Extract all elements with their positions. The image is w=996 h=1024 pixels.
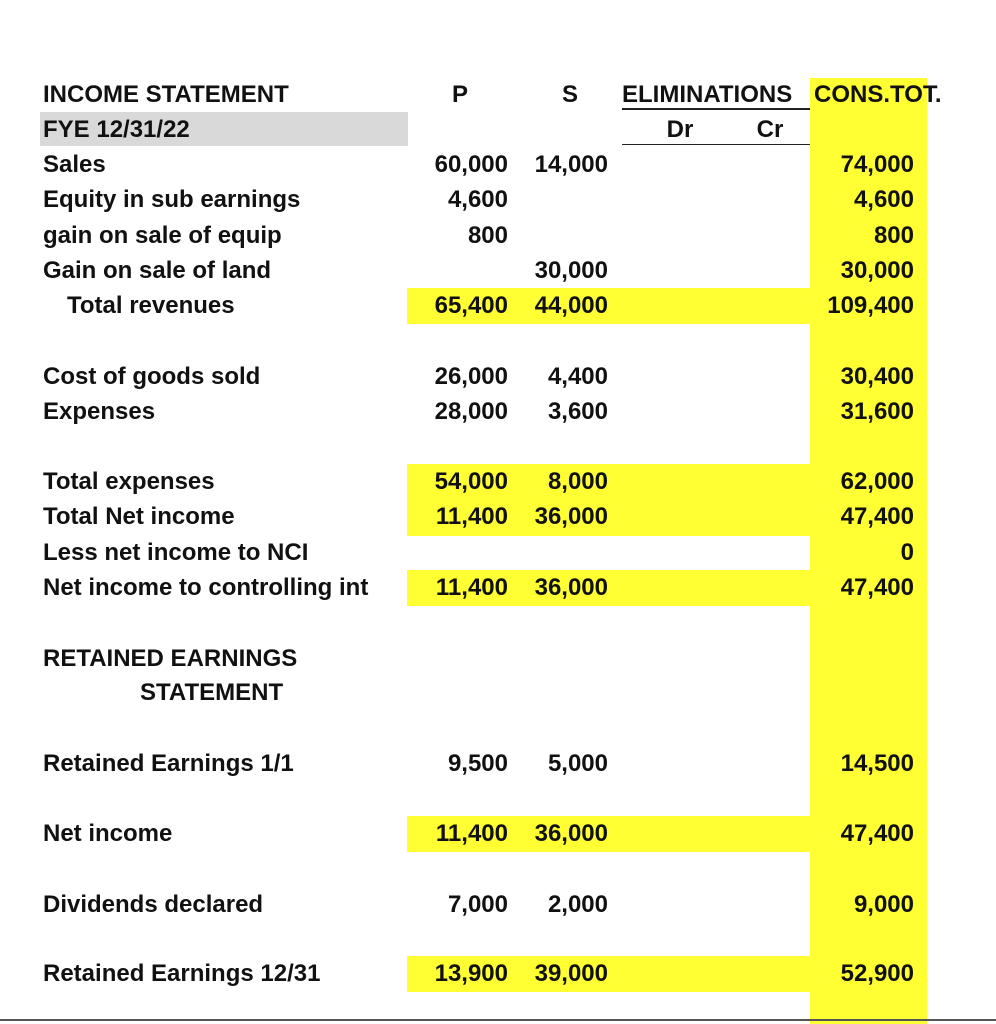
row-label-re-end: Retained Earnings 12/31 xyxy=(43,960,321,987)
eliminations-underline xyxy=(622,108,810,110)
row-label-cogs: Cost of goods sold xyxy=(43,363,261,390)
cell-s-total-revenues: 44,000 xyxy=(534,292,608,319)
row-label-expenses: Expenses xyxy=(43,398,156,425)
cell-cons-nci: 0 xyxy=(900,539,914,566)
cell-cons-gain-equip: 800 xyxy=(873,222,914,249)
cell-s-ni-controlling: 36,000 xyxy=(534,574,608,601)
cell-cons-equity: 4,600 xyxy=(853,186,914,213)
cell-s-re-net-income: 36,000 xyxy=(534,820,608,847)
row-label-total-expenses: Total expenses xyxy=(43,468,215,495)
cell-p-total-net-income: 11,400 xyxy=(435,503,508,530)
column-header-cons-tot: CONS.TOT. xyxy=(814,81,942,108)
cell-cons-total-revenues: 109,400 xyxy=(827,292,914,319)
retained-earnings-subtitle: STATEMENT xyxy=(140,679,284,706)
cell-p-cogs: 26,000 xyxy=(434,363,508,390)
row-label-total-revenues: Total revenues xyxy=(67,292,235,319)
cell-cons-total-expenses: 62,000 xyxy=(840,468,914,495)
row-label-dividends: Dividends declared xyxy=(43,891,264,918)
cell-s-total-net-income: 36,000 xyxy=(534,503,608,530)
cell-p-ni-controlling: 11,400 xyxy=(435,574,508,601)
cell-s-sales: 14,000 xyxy=(534,151,608,178)
cell-p-dividends: 7,000 xyxy=(447,891,508,918)
cell-cons-cogs: 30,400 xyxy=(840,363,914,390)
cell-p-re-begin: 9,500 xyxy=(447,750,508,777)
column-header-cr: Cr xyxy=(756,116,784,143)
cell-s-dividends: 2,000 xyxy=(547,891,608,918)
row-label-equity: Equity in sub earnings xyxy=(43,186,301,213)
income-statement-title: INCOME STATEMENT xyxy=(43,81,289,108)
cell-cons-dividends: 9,000 xyxy=(853,891,914,918)
row-label-sales: Sales xyxy=(43,151,106,178)
row-label-gain-land: Gain on sale of land xyxy=(43,257,272,284)
column-header-p: P xyxy=(451,81,468,108)
cell-cons-ni-controlling: 47,400 xyxy=(840,574,914,601)
cell-cons-gain-land: 30,000 xyxy=(840,257,914,284)
cell-p-sales: 60,000 xyxy=(434,151,508,178)
cell-cons-re-end: 52,900 xyxy=(840,960,914,987)
cell-s-re-begin: 5,000 xyxy=(547,750,608,777)
cell-p-total-revenues: 65,400 xyxy=(434,292,508,319)
dr-cr-underline xyxy=(622,144,810,145)
cell-p-re-end: 13,900 xyxy=(434,960,508,987)
cell-p-expenses: 28,000 xyxy=(434,398,508,425)
cell-s-gain-land: 30,000 xyxy=(534,257,608,284)
cell-s-cogs: 4,400 xyxy=(547,363,608,390)
row-label-total-net-income: Total Net income xyxy=(43,503,235,530)
row-label-gain-equip: gain on sale of equip xyxy=(43,222,282,249)
retained-earnings-title: RETAINED EARNINGS xyxy=(43,645,298,672)
cell-cons-sales: 74,000 xyxy=(840,151,914,178)
cell-p-gain-equip: 800 xyxy=(467,222,508,249)
cell-p-equity: 4,600 xyxy=(447,186,508,213)
column-header-eliminations: ELIMINATIONS xyxy=(622,81,793,108)
cell-s-expenses: 3,600 xyxy=(547,398,608,425)
fye-label: FYE 12/31/22 xyxy=(43,116,190,143)
row-label-ni-controlling: Net income to controlling int xyxy=(43,574,369,601)
row-label-re-begin: Retained Earnings 1/1 xyxy=(43,750,294,777)
cell-p-total-expenses: 54,000 xyxy=(434,468,508,495)
cell-p-re-net-income: 11,400 xyxy=(435,820,508,847)
row-label-re-net-income: Net income xyxy=(43,820,173,847)
row-label-nci: Less net income to NCI xyxy=(43,539,309,566)
cell-s-total-expenses: 8,000 xyxy=(547,468,608,495)
cell-s-re-end: 39,000 xyxy=(534,960,608,987)
cell-cons-total-net-income: 47,400 xyxy=(840,503,914,530)
column-header-dr: Dr xyxy=(666,116,694,143)
sheet-bottom-border xyxy=(0,1019,996,1021)
column-header-s: S xyxy=(561,81,578,108)
cell-cons-re-net-income: 47,400 xyxy=(840,820,914,847)
cell-cons-expenses: 31,600 xyxy=(840,398,914,425)
cell-cons-re-begin: 14,500 xyxy=(840,750,914,777)
